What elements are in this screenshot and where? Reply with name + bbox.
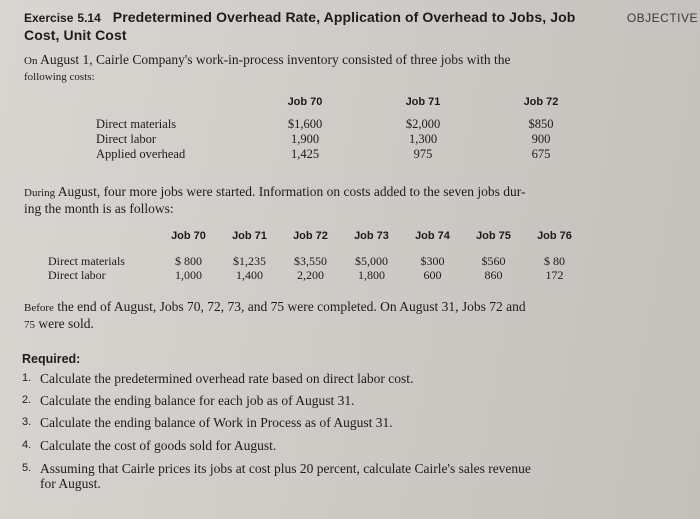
cell: 1,300: [408, 132, 438, 146]
table-row: [48, 268, 585, 282]
cell: 600: [423, 268, 442, 282]
cell: $3,550: [294, 254, 327, 268]
t1-col-job72: Job 72: [523, 96, 559, 108]
exercise-header: [24, 9, 604, 43]
cell: 2,200: [297, 268, 324, 282]
middle-paragraph: [24, 184, 525, 217]
item-text: Calculate the ending balance of Work in Process as of August 31.: [40, 415, 393, 430]
table-row: [96, 147, 600, 162]
t1-col-job71: Job 71: [405, 96, 441, 108]
row-label: Direct materials: [48, 254, 125, 268]
intro-line1: August 1, Cairle Company's work-in-process inventory consisted of three jobs with the: [40, 52, 511, 67]
completion-lead: Before: [24, 302, 54, 314]
middle-lead: During: [24, 187, 56, 199]
required-item-4: [22, 438, 276, 453]
t2-col-job76: Job 76: [537, 230, 572, 242]
cell: 900: [531, 132, 551, 146]
item-number: 3.: [22, 416, 32, 428]
exercise-title-line2: Cost, Unit Cost: [24, 27, 127, 43]
item-text: Calculate the ending balance for each job as of August 31.: [40, 393, 355, 408]
item-text: Assuming that Cairle prices its jobs at cost plus 20 percent, calculate Cairle's sales revenue: [40, 461, 531, 476]
exercise-prefix: Exercise: [24, 11, 74, 25]
row-label: Direct materials: [96, 117, 177, 131]
t2-col-job73: Job 73: [354, 230, 389, 242]
august-costs-table: [48, 230, 585, 282]
completion-line2: were sold.: [38, 316, 94, 331]
t2-col-job74: Job 74: [415, 230, 450, 242]
t1-col-job70: Job 70: [287, 96, 323, 108]
cell: $5,000: [355, 254, 388, 268]
required-item-1: [22, 371, 413, 386]
completion-paragraph: [24, 299, 526, 333]
completion-line2-lead: 75: [24, 319, 35, 331]
item-text: Calculate the cost of goods sold for August.: [40, 438, 277, 453]
row-label: Direct labor: [96, 132, 157, 146]
cell: $ 80: [544, 254, 565, 268]
required-item-3: [22, 415, 393, 430]
item-number: 2.: [22, 394, 32, 406]
intro-paragraph: [24, 52, 510, 85]
row-label: Direct labor: [48, 268, 106, 282]
cell: 1,425: [290, 147, 320, 161]
cell: 860: [484, 268, 503, 282]
required-item-2: [22, 393, 355, 408]
beginning-wip-table: [96, 95, 600, 162]
required-item-5: [22, 461, 531, 491]
item-number: 5.: [22, 462, 32, 474]
cell: $850: [528, 117, 554, 131]
cell: $1,235: [233, 254, 266, 268]
cell: 1,000: [175, 268, 202, 282]
cell: 1,400: [236, 268, 263, 282]
cell: $300: [420, 254, 445, 268]
t2-col-job72: Job 72: [293, 230, 328, 242]
exercise-title-line1: Predetermined Overhead Rate, Application of Overhead to Jobs, Job: [112, 9, 576, 25]
t2-col-job71: Job 71: [232, 230, 267, 242]
middle-line2: ing the month is as follows:: [24, 201, 174, 216]
cell: 975: [413, 147, 433, 161]
cell: $1,600: [287, 117, 323, 131]
required-title: Required:: [22, 352, 81, 366]
table-row: [48, 254, 585, 268]
item-number: 4.: [22, 439, 32, 451]
item-text: Calculate the predetermined overhead rate based on direct labor cost.: [40, 371, 414, 386]
objective-label: OBJECTIVE: [626, 11, 698, 25]
cell: 1,900: [290, 132, 320, 146]
item-text-continued: for August.: [40, 476, 101, 491]
completion-line1: the end of August, Jobs 70, 72, 73, and 75 were completed. On August 31, Jobs 72 and: [57, 299, 526, 314]
table-row: [96, 132, 600, 147]
t2-col-job70: Job 70: [171, 230, 206, 242]
exercise-number: 5.14: [77, 11, 101, 25]
cell: $560: [481, 254, 506, 268]
cell: 675: [531, 147, 551, 161]
cell: 172: [545, 268, 564, 282]
intro-line2: following costs:: [24, 71, 95, 83]
table-row: [96, 117, 600, 132]
cell: $ 800: [175, 254, 202, 268]
cell: 1,800: [358, 268, 385, 282]
intro-lead: On: [24, 55, 38, 67]
cell: $2,000: [405, 117, 441, 131]
row-label: Applied overhead: [96, 147, 186, 161]
t2-col-job75: Job 75: [476, 230, 511, 242]
middle-line1: August, four more jobs were started. Information on costs added to the seven jobs dur-: [57, 184, 526, 199]
item-number: 1.: [22, 372, 32, 384]
